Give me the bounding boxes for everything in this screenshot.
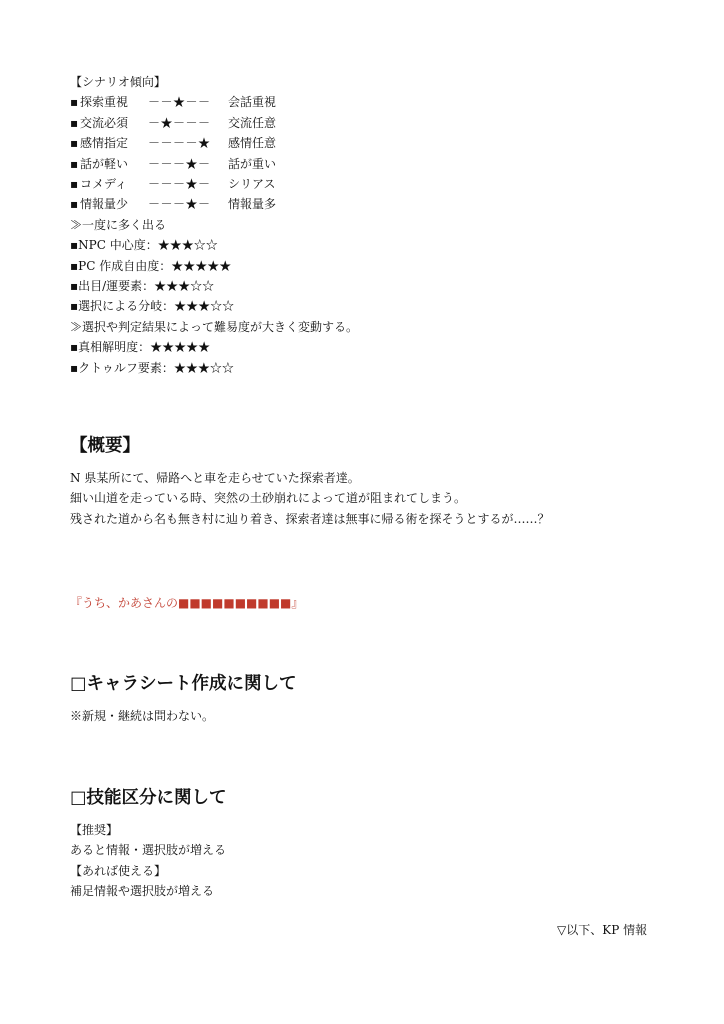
bullet-icon: ▪ xyxy=(70,115,79,130)
slider-scale: －－－★－ xyxy=(148,156,211,171)
overview-line: 残された道から名も無き村に辿り着き、探索者達は無事に帰る術を探そうとするが……？ xyxy=(70,511,550,526)
tendency-slider: ▪ コメディ －－－★－ シリアス xyxy=(70,174,276,194)
skills-line: 補足情報や選択肢が増える xyxy=(70,884,215,899)
bullet-icon: ▪ xyxy=(70,197,79,212)
slider-scale: －★－－－ xyxy=(148,115,211,130)
character-sheet-note: ※新規・継続は問わない。 xyxy=(70,709,215,723)
bullet-icon: ▪ xyxy=(70,177,79,191)
kp-info-marker: ▽以下、KP 情報 xyxy=(557,923,648,937)
tendency-note: ≫一度に多く出る xyxy=(70,217,167,232)
overview-line: 細い山道を走っている時、突然の土砂崩れによって道が阻まれてしまう。 xyxy=(70,491,467,506)
character-sheet-heading: □キャラシート作成に関して xyxy=(70,674,297,694)
skills-line: 【推奨】 xyxy=(70,823,119,837)
skills-line: あると情報・選択肢が増える xyxy=(70,843,227,858)
bullet-icon: ▪ xyxy=(70,95,79,110)
tendency-slider: ▪ 話が軽い －－－★－ 話が重い xyxy=(70,154,276,174)
slider-scale: －－★－－ xyxy=(148,95,211,110)
tendency-slider: ▪ 探索重視 －－★－－ 会話重視 xyxy=(70,92,276,112)
rating-truth: ▪真相解明度：★★★★★ xyxy=(70,340,211,355)
tendency-title: 【シナリオ傾向】 xyxy=(70,75,166,89)
bullet-icon: ▪ xyxy=(70,156,79,171)
skills-heading: □技能区分に関して xyxy=(70,788,227,808)
slider-scale: －－－－★ xyxy=(148,136,211,151)
rating-branching: ▪選択による分岐：★★★☆☆ xyxy=(70,299,235,314)
tendency-slider: ▪ 感情指定 －－－－★ 感情任意 xyxy=(70,133,276,153)
rating-pc-freedom: ▪PC 作成自由度：★★★★★ xyxy=(70,258,232,273)
overview-line: N 県某所にて、帰路へと車を走らせていた探索者達。 xyxy=(70,471,360,485)
slider-scale: －－－★－ xyxy=(148,177,211,191)
tendency-slider: ▪ 交流必須 －★－－－ 交流任意 xyxy=(70,113,276,133)
tendency-note: ≫選択や判定結果によって難易度が大きく変動する。 xyxy=(70,319,359,334)
tendency-slider: ▪ 情報量少 －－－★－ 情報量多 xyxy=(70,194,276,214)
rating-npc: ▪NPC 中心度：★★★☆☆ xyxy=(70,238,218,253)
teaser-quote: 『うち、かあさんの■■■■■■■■■■』 xyxy=(70,596,304,610)
rating-cthulhu: ▪クトゥルフ要素：★★★☆☆ xyxy=(70,360,234,375)
skills-line: 【あれば使える】 xyxy=(70,863,167,878)
rating-luck: ▪出目/運要素：★★★☆☆ xyxy=(70,279,215,293)
bullet-icon: ▪ xyxy=(70,136,79,151)
overview-heading: 【概要】 xyxy=(70,436,140,456)
slider-scale: －－－★－ xyxy=(148,197,211,212)
